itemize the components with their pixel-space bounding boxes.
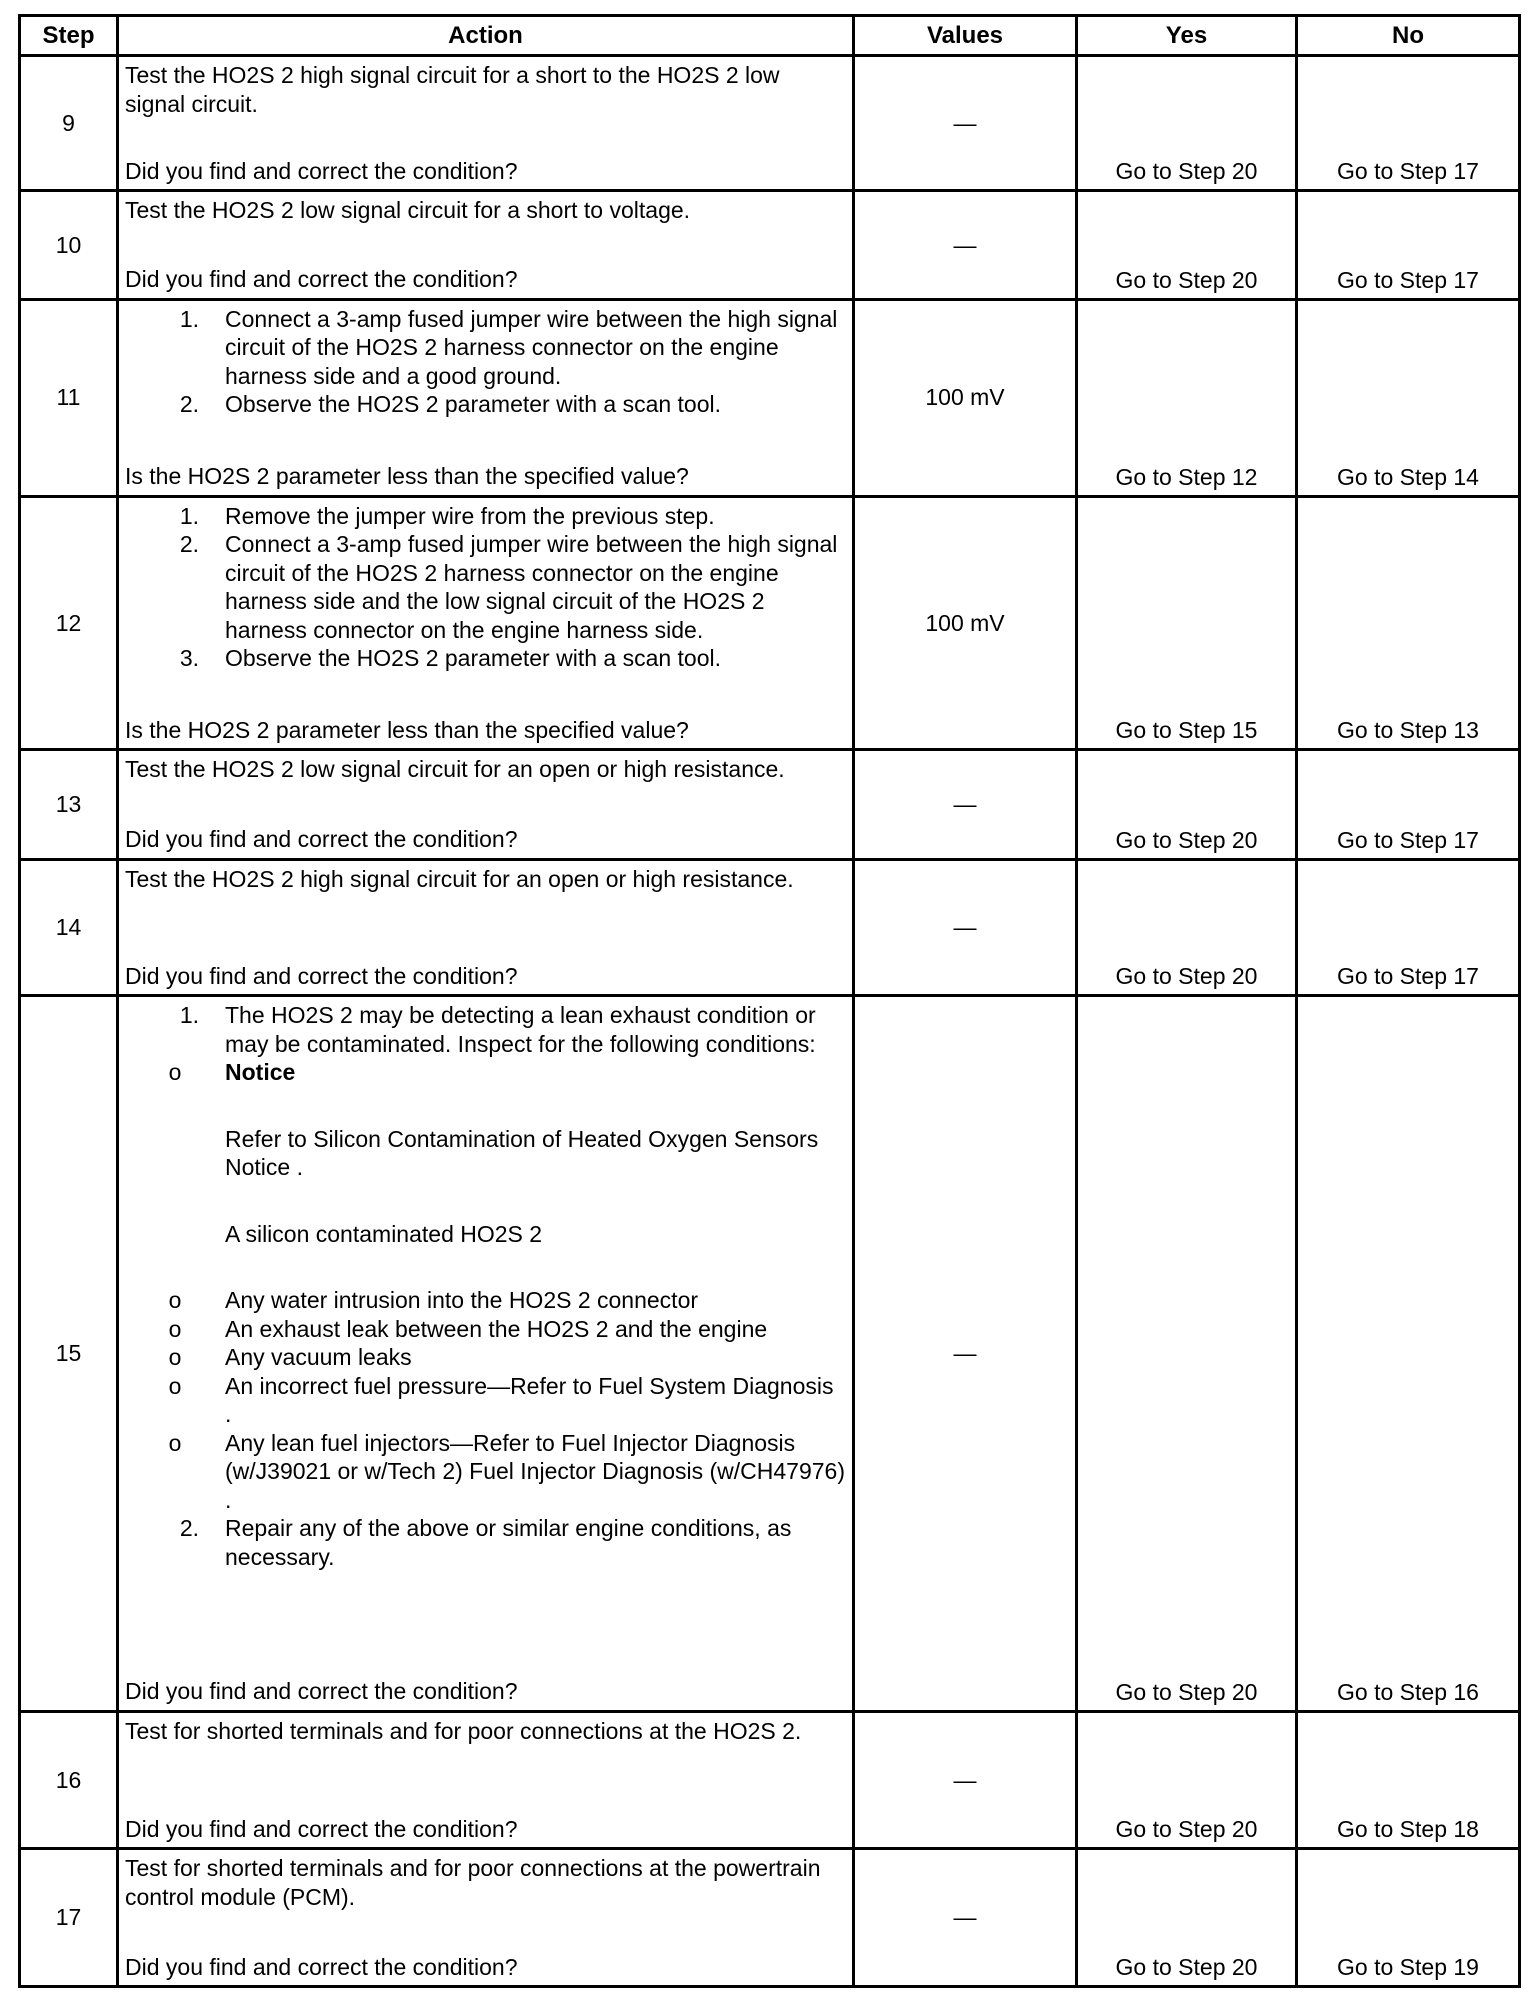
list-item [125,1058,846,1286]
step-number: 14 [20,859,118,995]
action-cell [118,859,854,995]
table-row [20,56,1520,191]
action-text: Test the HO2S 2 low signal circuit for a short to voltage. [125,197,691,224]
table-row [20,996,1520,1712]
yes-cell: Go to Step 20 [1077,1849,1297,1987]
action-question: Did you find and correct the condition? [125,266,518,293]
action-question: Did you find and correct the condition? [125,157,518,184]
step-number: 10 [20,191,118,299]
action-cell [118,56,854,191]
action-text: Test for shorted terminals and for poor connections at the powertrain control module (PCM). [125,1855,821,1910]
list-item: 2. Repair any of the above or similar engine conditions, as necessary. [179,1515,792,1570]
action-text: Test the HO2S 2 high signal circuit for an open or high resistance. [125,865,794,892]
table-row [20,1849,1520,1987]
action-text: Test for shorted terminals and for poor connections at the HO2S 2. [125,1717,802,1744]
value-cell: 100 mV [854,299,1077,496]
bullet-icon: o [168,1372,182,1399]
bullet-icon: o [168,1315,182,1342]
value-cell: 100 mV [854,496,1077,750]
header-yes: Yes [1077,16,1297,56]
value-cell: — [854,191,1077,299]
action-cell [118,299,854,496]
list-item: 2. Observe the HO2S 2 parameter with a scan tool. [179,391,722,418]
no-cell: Go to Step 14 [1297,299,1520,496]
bullet-icon: o [168,1287,182,1314]
list-item: 1. Connect a 3-amp fused jumper wire between the high signal circuit of the HO2S 2 harness connector on the engine harness side and a good ground. [179,305,838,389]
action-question: Is the HO2S 2 parameter less than the specified value? [125,716,689,743]
no-cell: Go to Step 17 [1297,750,1520,859]
yes-cell: Go to Step 15 [1077,496,1297,750]
yes-cell: Go to Step 20 [1077,191,1297,299]
header-no: No [1297,16,1520,56]
numbered-list [125,502,846,673]
numbered-list [125,305,846,419]
list-item: o Any water intrusion into the HO2S 2 connector [125,1286,846,1315]
header-row [20,16,1520,56]
list-item: o An exhaust leak between the HO2S 2 and the engine [125,1315,846,1344]
bullet-icon: o [168,1344,182,1371]
action-cell [118,1711,854,1848]
bullet-icon: o [168,1059,182,1086]
action-question: Did you find and correct the condition? [125,1953,518,1980]
header-step: Step [20,16,118,56]
no-cell: Go to Step 18 [1297,1711,1520,1848]
table-row [20,496,1520,750]
step-number: 12 [20,496,118,750]
list-item: 2. Connect a 3-amp fused jumper wire between the high signal circuit of the HO2S 2 harness connector on the engine harness side and the low signal circuit of the HO2S 2 harness connector on the engine harness side. [179,531,838,643]
action-question: Did you find and correct the condition? [125,962,518,989]
notice-text: A silicon contaminated HO2S 2 [225,1220,543,1247]
step-number: 11 [20,299,118,496]
value-cell: — [854,56,1077,191]
table-row [20,859,1520,995]
bullet-icon: o [168,1429,182,1456]
step-number: 15 [20,996,118,1712]
action-question: Did you find and correct the condition? [125,826,518,853]
yes-cell: Go to Step 20 [1077,1711,1297,1848]
yes-cell: Go to Step 20 [1077,56,1297,191]
action-question: Is the HO2S 2 parameter less than the specified value? [125,463,689,490]
numbered-list [125,1001,846,1571]
action-cell [118,191,854,299]
step-number: 16 [20,1711,118,1848]
yes-cell: Go to Step 20 [1077,859,1297,995]
no-cell: Go to Step 19 [1297,1849,1520,1987]
action-text: Test the HO2S 2 high signal circuit for a short to the HO2S 2 low signal circuit. [125,62,780,117]
table-row [20,191,1520,299]
header-values: Values [854,16,1077,56]
action-cell [118,496,854,750]
no-cell: Go to Step 17 [1297,56,1520,191]
step-number: 13 [20,750,118,859]
no-cell: Go to Step 16 [1297,996,1520,1712]
value-cell: — [854,1849,1077,1987]
no-cell: Go to Step 17 [1297,191,1520,299]
list-item: 3. Observe the HO2S 2 parameter with a scan tool. [179,645,722,672]
list-item: o An incorrect fuel pressure—Refer to Fuel System Diagnosis . [125,1372,846,1429]
action-question: Did you find and correct the condition? [125,1815,518,1842]
value-cell: — [854,859,1077,995]
value-cell: — [854,1711,1077,1848]
no-cell: Go to Step 13 [1297,496,1520,750]
value-cell: — [854,750,1077,859]
value-cell: — [854,996,1077,1712]
notice-title: Notice [225,1059,296,1086]
table-row [20,299,1520,496]
table-row [20,1711,1520,1848]
list-item: o Any vacuum leaks [125,1343,846,1372]
table-row [20,750,1520,859]
header-action: Action [118,16,854,56]
list-item: 1. The HO2S 2 may be detecting a lean exhaust condition or may be contaminated. Inspect for the following conditions: o Notice Refer to Silicon Contamination of Heated Oxygen Sensors Notice . A silicon contaminated HO2S 2 o Any water intrusion into the HO2S 2 connector o An exhaust leak between the HO2S 2 and the engine o Any vacuum leaks o An incorrect fuel pressure—Refer to Fuel System Diagnosis . o Any lean fuel injectors—Refer to Fuel Injector Diagnosis (w/J39021 or w/Tech 2) Fuel Injector Diagnosis (w/CH47976) . [125,1001,846,1514]
list-item: 1. Remove the jumper wire from the previous step. [179,502,715,529]
action-text: Test the HO2S 2 low signal circuit for an open or high resistance. [125,756,785,783]
bullet-list [125,1058,846,1514]
yes-cell: Go to Step 12 [1077,299,1297,496]
action-question: Did you find and correct the condition? [125,1678,518,1705]
list-item: o Any lean fuel injectors—Refer to Fuel Injector Diagnosis (w/J39021 or w/Tech 2) Fuel Injector Diagnosis (w/CH47976) . [125,1429,846,1515]
action-cell [118,750,854,859]
action-cell [118,1849,854,1987]
diagnostic-table [18,14,1521,1988]
step-number: 9 [20,56,118,191]
yes-cell: Go to Step 20 [1077,996,1297,1712]
notice-text: Refer to Silicon Contamination of Heated Oxygen Sensors Notice . [225,1125,819,1181]
yes-cell: Go to Step 20 [1077,750,1297,859]
action-cell [118,996,854,1712]
step-number: 17 [20,1849,118,1987]
no-cell: Go to Step 17 [1297,859,1520,995]
